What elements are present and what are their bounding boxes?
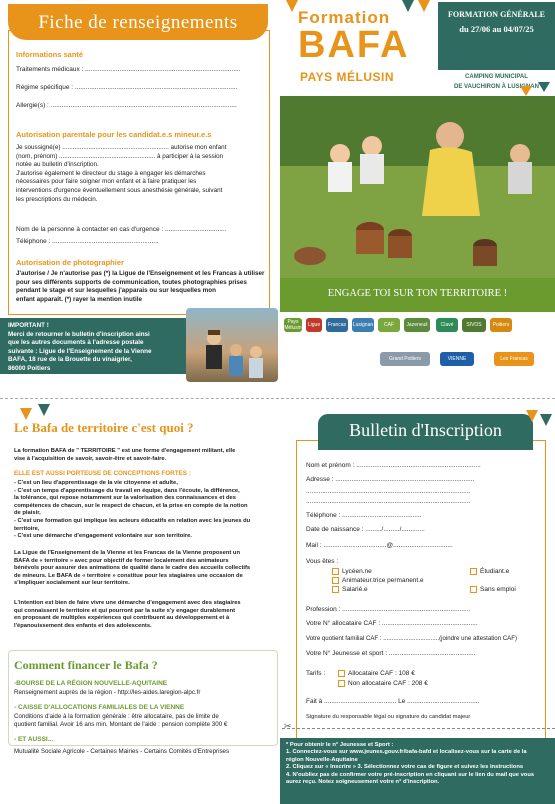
- scissors-icon: ✂: [284, 721, 292, 731]
- checkbox[interactable]: [338, 680, 345, 687]
- financer-heading-aussi: - ET AUSSI...: [14, 736, 54, 743]
- adresse-field[interactable]: Adresse : .............................................................................: [306, 476, 475, 483]
- fait-field[interactable]: Fait à ........................................ Le ........................................: [306, 698, 480, 705]
- territoire-title: Le Bafa de territoire c'est quoi ?: [14, 420, 194, 435]
- sante-heading: Informations santé: [16, 50, 84, 59]
- signature-label: Signature du responsable légal ou signature du candidat majeur: [306, 714, 471, 720]
- territoire-intro: La formation BAFA de " TERRITOIRE " est une forme d'engagement militant, elle vise à l'acquisition de savoir, savoir-être et savoir-faire.: [14, 448, 236, 462]
- bunting-flag: [538, 82, 550, 92]
- allocataire-field[interactable]: Votre N° allocataire CAF : .....................................................: [306, 620, 478, 627]
- bunting-flag: [520, 86, 532, 96]
- financer-text-caf: Conditions d'aide à la formation générale : être allocataire, pas de limite de: [14, 713, 219, 720]
- partner-logo: Poitiers: [490, 318, 512, 332]
- jeunesse-sport-text: * Pour obtenir le n° Jeunesse et Sport : 1. Connectez-vous sur www.jeunes.gouv.fr/bafa-bafd et localisez-vous sur la carte de la région Nouvelle-Aquitaine 2. Cliquez sur « Inscrire » 3. Sélectionnez votre cas de figure et suivez les instructions 4. N'oubliez pas de confirmer votre pré-inscription en cliquant sur le lien du mail que vous aurez reçu. Notez soigneusement votre n° d'inscription.: [286, 742, 535, 786]
- partner-logos: [280, 312, 555, 382]
- mail-input[interactable]: Mail : ...................................@.................................: [306, 542, 453, 549]
- children-music-photo: [280, 96, 555, 278]
- partner-logo: Ligue: [306, 318, 322, 332]
- tarifs-label: Tarifs :: [306, 670, 326, 677]
- dates-label: du 27/06 au 04/07/25: [459, 24, 534, 34]
- status-option-etudiant[interactable]: Étudiant.e: [470, 568, 509, 575]
- status-option-sans-emploi[interactable]: Sans emploi: [470, 586, 516, 593]
- partner-logo: Pays Mélusin: [284, 319, 302, 331]
- financer-heading-caf: - CAISSE D'ALLOCATIONS FAMILIALES DE LA VIENNE: [14, 704, 185, 711]
- important-text: IMPORTANT ! Merci de retourner le bulletin d'inscription ainsi que les autres documents à l'adresse postale suivante : Ligue de l'Enseignement de la Vienne BAFA, 18 rue de la Brouette du vinaigrier, 86000 Poitiers: [8, 322, 152, 372]
- photo-text: J'autorise / Je n'autorise pas (*) la Ligue de l'Enseignement et les Francas à utiliser pour ses différents supports de communication, toutes photographies prises pendant le stage et sur lesquelles j'apparais ou sur lesquelles mon enfant apparaît. (*) rayer la mention inutile: [16, 270, 265, 303]
- cut-line: [282, 728, 555, 729]
- tarif-option-allocataire[interactable]: Allocataire CAF : 108 €: [338, 670, 415, 677]
- checkbox[interactable]: [338, 670, 345, 677]
- bunting-flag: [418, 0, 430, 12]
- contact-field[interactable]: Nom de la personne à contacter en cas d'urgence : ..................................: [16, 226, 227, 233]
- partner-logo: VIENNE: [440, 352, 474, 366]
- status-option-salarie[interactable]: Salarié.e: [332, 586, 368, 593]
- status-option-lyceen[interactable]: Lycéen.ne: [332, 568, 372, 575]
- bafa-logo-text: BAFA: [298, 24, 410, 66]
- nom-field[interactable]: Nom et prénom : .....................................................................: [306, 462, 481, 469]
- checkbox[interactable]: [470, 586, 477, 593]
- partner-logo: Francas: [326, 318, 348, 332]
- financer-heading-region: -BOURSE DE LA RÉGION NOUVELLE-AQUITAINE: [14, 680, 168, 687]
- bunting-flag: [20, 408, 32, 420]
- fold-divider: [0, 398, 555, 399]
- pays-melusin-text: PAYS MÉLUSIN: [300, 70, 395, 84]
- partner-logo: Jazeneuil: [404, 318, 430, 332]
- profession-field[interactable]: Profession : .......................................................................: [306, 606, 471, 613]
- camping-label: CAMPING MUNICIPAL: [465, 74, 528, 80]
- territoire-bullets: - C'est un lieu d'apprentissage de la vie citoyenne et adulte, - C'est un temps d'apprentissage du travail en équipe, dans l'écoute, la différence, la tolérance, qui repose notamment sur la valorisation des connaissances et des compétences de chacun, sur le respect de chacun, et la prise en compte de la notion de plaisir, - C'est une formation qui implique les acteurs éducatifs en relation avec les jeunes du territoire, - C'est une démarche d'engagement volontaire sur son territoire.: [14, 480, 251, 540]
- generale-label: FORMATION GÉNÉRALE: [448, 10, 545, 19]
- jeunesse-field[interactable]: Votre N° Jeunesse et sport : ................................................: [306, 650, 476, 657]
- intention-paragraph: L'intention est bien de faire vivre une démarche d'engagement avec des stagiaires qui connaissent le territoire et qui pourront par la suite s'y engager durablement en proposant de multiples expériences qui contribuent au développement et à l'épanouissement des enfants et des adolescents.: [14, 600, 241, 629]
- checkbox[interactable]: [332, 568, 339, 575]
- lieu-label: DE VAUCHIRON À LUSIGNAN: [454, 84, 539, 90]
- ligue-paragraph: La Ligue de l'Enseignement de la Vienne et les Francas de la Vienne proposent un BAFA de « territoire » avec pour objectif de former localement des animateurs bénévols pour assurer des animations de qualité dans le cadre des accueils collectifs de mineurs. Le BAFA de « territoire » constitue pour les stagiaires une occasion de s'impliquer socialement sur leur territoire.: [14, 550, 251, 587]
- autorisation-text: Je soussigné(e) ............................................................. autorise mon enfant (nom, prénom) ....................................................... à participer à la session notée au bulletin d'inscription. J'autorise également le directeur du stage à engager les démarches nécessaires pour faire soigner mon enfant et à faire pratiquer les interventions d'urgence éventuellement sous anesthésie générale, suivant les prescriptions du médecin.: [16, 144, 227, 203]
- formation-word: Formation: [298, 8, 391, 27]
- bunting-flag: [526, 410, 538, 422]
- formation-generale-box: [438, 2, 555, 70]
- autorisation-heading: Autorisation parentale pour les candidat.e.s mineur.e.s: [16, 130, 212, 139]
- engage-slogan: ENGAGE TOI SUR TON TERRITOIRE !: [327, 288, 508, 299]
- partner-logo: Grand Poitiers: [380, 352, 430, 366]
- financer-title: Comment financer le Bafa ?: [14, 658, 158, 672]
- partner-logo: Les Francas: [494, 352, 534, 366]
- adresse-field-2[interactable]: ...........................................................................................: [306, 488, 471, 495]
- partner-logo: CAF: [378, 318, 400, 332]
- checkbox[interactable]: [332, 586, 339, 593]
- tarif-option-non-allocataire[interactable]: Non allocataire CAF : 208 €: [338, 680, 428, 687]
- partner-logo: Clavé: [436, 318, 458, 332]
- telephone-input[interactable]: Téléphone : ............................................: [306, 512, 422, 519]
- bunting-flag: [402, 0, 414, 12]
- financer-text-caf-2: quotient familial. Avoir 16 ans min. Montant de l'aide : pension complète 300 €: [14, 721, 228, 728]
- fiche-header-band: [8, 4, 268, 40]
- partner-logo: Lusignan: [352, 318, 374, 332]
- financer-text-aussi: Mutualité Sociale Agricole - Certaines Mairies - Certains Comités d'Entreprises: [14, 748, 230, 755]
- naissance-input[interactable]: Date de naissance : ........./........./.............: [306, 526, 425, 533]
- fiche-title: Fiche de renseignements: [38, 12, 238, 33]
- checkbox[interactable]: [470, 568, 477, 575]
- regime-field[interactable]: Régime spécifique : ..........................................................................................: [16, 84, 238, 91]
- bunting-flag: [286, 0, 298, 12]
- kids-photo: [186, 308, 278, 382]
- bunting-flag: [540, 414, 552, 426]
- telephone-field[interactable]: Téléphone : ...........................................................: [16, 238, 159, 245]
- bulletin-title: Bulletin d'Inscription: [349, 420, 502, 440]
- status-option-animateur[interactable]: Animateur.trice permanent.e: [332, 577, 424, 584]
- allergies-field[interactable]: Allergie(s) : .......................................................................................................: [16, 102, 237, 109]
- financer-text-region: Renseignement auprès de la région - http://les-aides.laregion-alpc.fr: [14, 689, 201, 696]
- porteuse-heading: ELLE EST AUSSI PORTEUSE DE CONCEPTIONS FORTES :: [14, 470, 191, 477]
- adresse-field-3[interactable]: ...........................................................................................: [306, 498, 471, 505]
- bunting-flag: [38, 404, 50, 416]
- traitements-field[interactable]: Traitements médicaux : ......................................................................................: [16, 66, 241, 73]
- quotient-field[interactable]: Votre quotient familial CAF : .................................(joindre une attestation CAF): [306, 635, 517, 642]
- checkbox[interactable]: [332, 577, 339, 584]
- vous-etes-label: Vous êtes :: [306, 558, 339, 565]
- partner-logo: SIVOS: [462, 318, 486, 332]
- photo-heading: Autorisation de photographier: [16, 258, 124, 267]
